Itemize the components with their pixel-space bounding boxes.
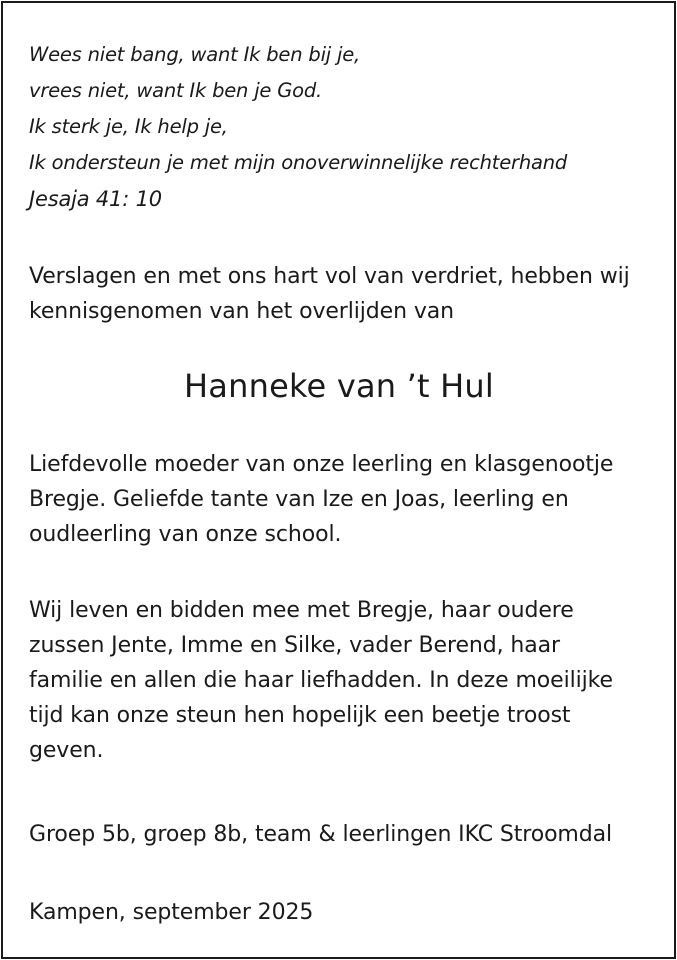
intro-text xyxy=(29,259,669,329)
obituary-card xyxy=(1,1,676,959)
text-line: geven. xyxy=(29,738,104,763)
text-line: familie en allen die haar liefhadden. In deze moeilijke xyxy=(29,668,613,693)
signature xyxy=(29,817,669,852)
verse-line: Ik ondersteun je met mijn onoverwinnelijke rechterhand xyxy=(29,151,568,174)
text-line: Verslagen en met ons hart vol van verdriet, hebben wij xyxy=(29,264,630,289)
text-line: Wij leven en bidden mee met Bregje, haar oudere xyxy=(29,598,574,623)
text-line: Bregje. Geliefde tante van Ize en Joas, leerling en xyxy=(29,487,569,512)
signature-text: Groep 5b, groep 8b, team & leerlingen IKC Stroomdal xyxy=(29,822,613,847)
text-line: oudleerling van onze school. xyxy=(29,522,342,547)
paragraph-condolence xyxy=(29,593,669,768)
place-date xyxy=(29,895,669,930)
text-line: Liefdevolle moeder van onze leerling en klasgenootje xyxy=(29,452,614,477)
place-date-text: Kampen, september 2025 xyxy=(29,900,314,925)
text-line: kennisgenomen van het overlijden van xyxy=(29,299,454,324)
text-line: zussen Jente, Imme en Silke, vader Berend, haar xyxy=(29,633,560,658)
verse-line: Ik sterk je, Ik help je, xyxy=(29,115,228,138)
verse-line: Wees niet bang, want Ik ben bij je, xyxy=(29,43,361,66)
verse-line: vrees niet, want Ik ben je God. xyxy=(29,79,323,102)
verse-reference: Jesaja 41: 10 xyxy=(29,187,162,211)
bible-verse xyxy=(29,37,567,217)
deceased-name: Hanneke van ’t Hul xyxy=(184,367,494,405)
text-line: tijd kan onze steun hen hopelijk een beetje troost xyxy=(29,703,571,728)
paragraph-relation xyxy=(29,447,669,552)
